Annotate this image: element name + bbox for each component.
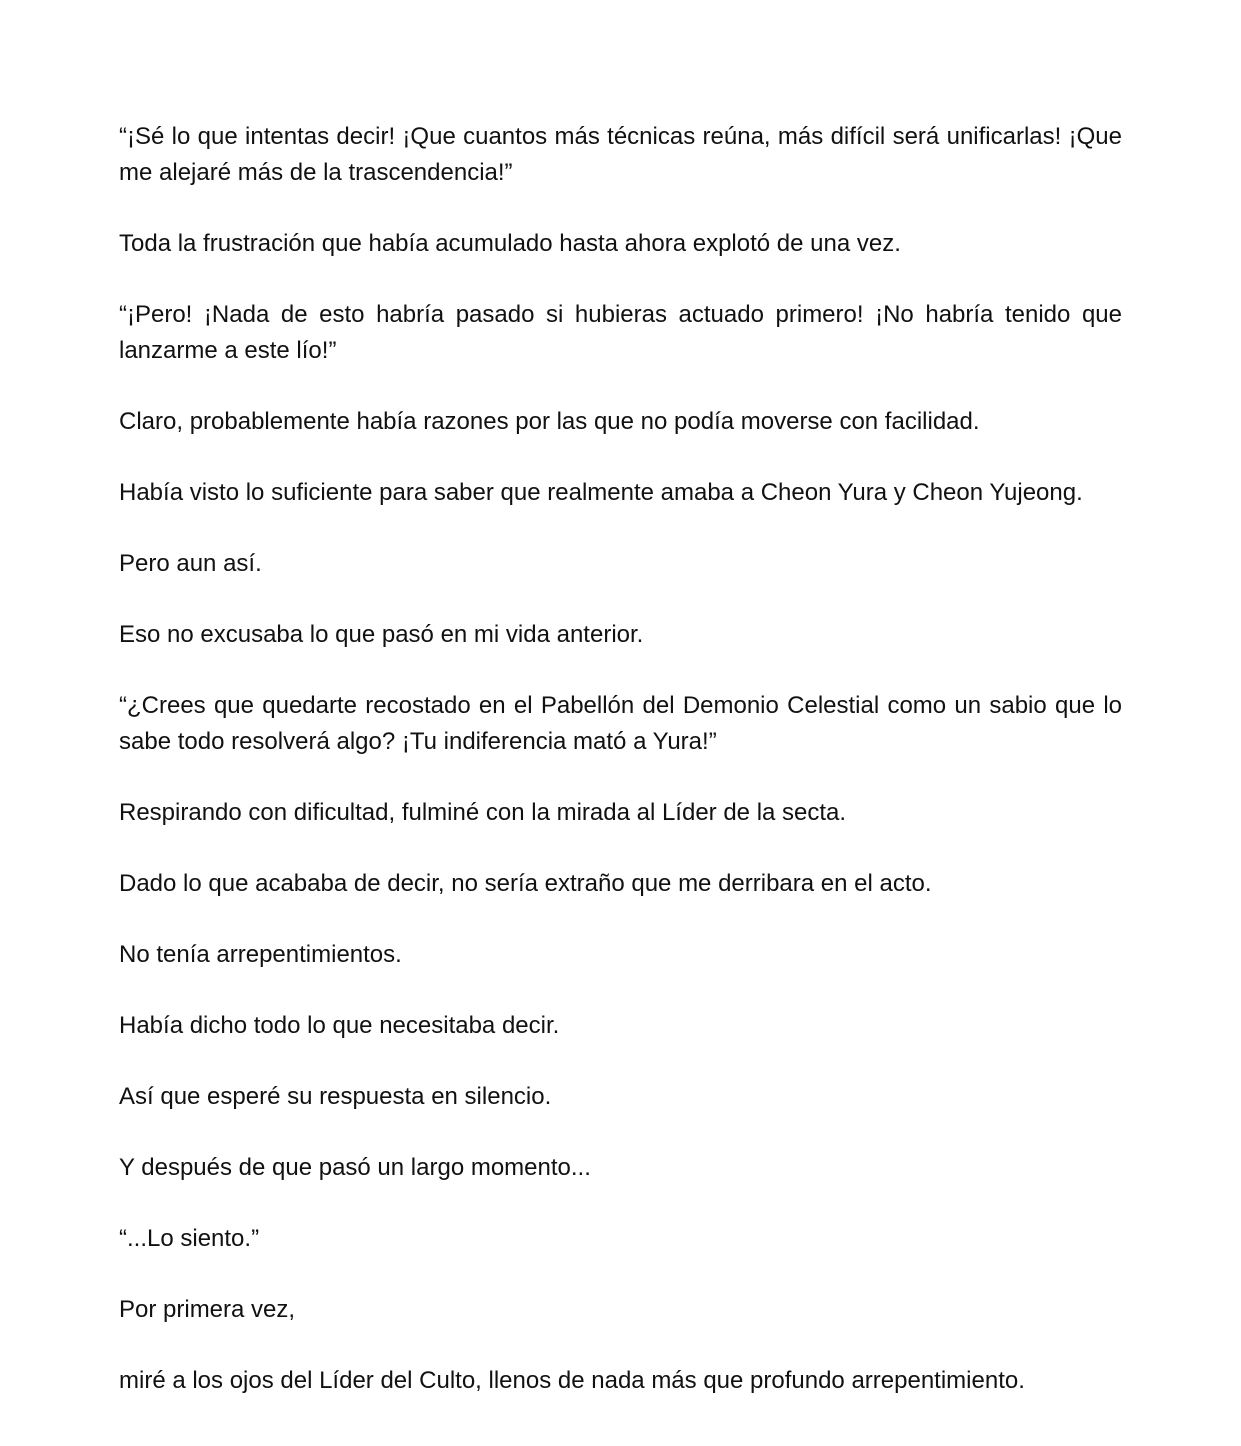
paragraph: Toda la frustración que había acumulado hasta ahora explotó de una vez.: [119, 230, 901, 257]
paragraph: “¡Sé lo que intentas decir! ¡Que cuantos más técnicas reúna, más difícil será unificarlas! ¡Que me alejaré más de la trascendencia!”: [119, 123, 1122, 186]
paragraph: Respirando con dificultad, fulminé con la mirada al Líder de la secta.: [119, 799, 847, 826]
paragraph: Eso no excusaba lo que pasó en mi vida anterior.: [119, 621, 644, 648]
paragraph: Y después de que pasó un largo momento...: [119, 1154, 591, 1181]
paragraph: “¡Pero! ¡Nada de esto habría pasado si hubieras actuado primero! ¡No habría tenido que lanzarme a este lío!”: [119, 301, 1122, 364]
paragraph: Dado lo que acababa de decir, no sería extraño que me derribara en el acto.: [119, 870, 932, 897]
paragraph: “¿Crees que quedarte recostado en el Pabellón del Demonio Celestial como un sabio que lo sabe todo resolverá algo? ¡Tu indiferencia mató a Yura!”: [119, 692, 1122, 755]
paragraph: Había dicho todo lo que necesitaba decir.: [119, 1012, 560, 1039]
paragraph: Así que esperé su respuesta en silencio.: [119, 1083, 552, 1110]
document-body: [119, 119, 1122, 1434]
paragraph: Había visto lo suficiente para saber que realmente amaba a Cheon Yura y Cheon Yujeong.: [119, 479, 1083, 506]
paragraph: Pero aun así.: [119, 550, 262, 577]
paragraph: No tenía arrepentimientos.: [119, 941, 402, 968]
paragraph: “...Lo siento.”: [119, 1225, 260, 1252]
paragraph: Por primera vez,: [119, 1296, 296, 1323]
paragraph: miré a los ojos del Líder del Culto, llenos de nada más que profundo arrepentimiento.: [119, 1367, 1025, 1394]
paragraph: Claro, probablemente había razones por las que no podía moverse con facilidad.: [119, 408, 980, 435]
